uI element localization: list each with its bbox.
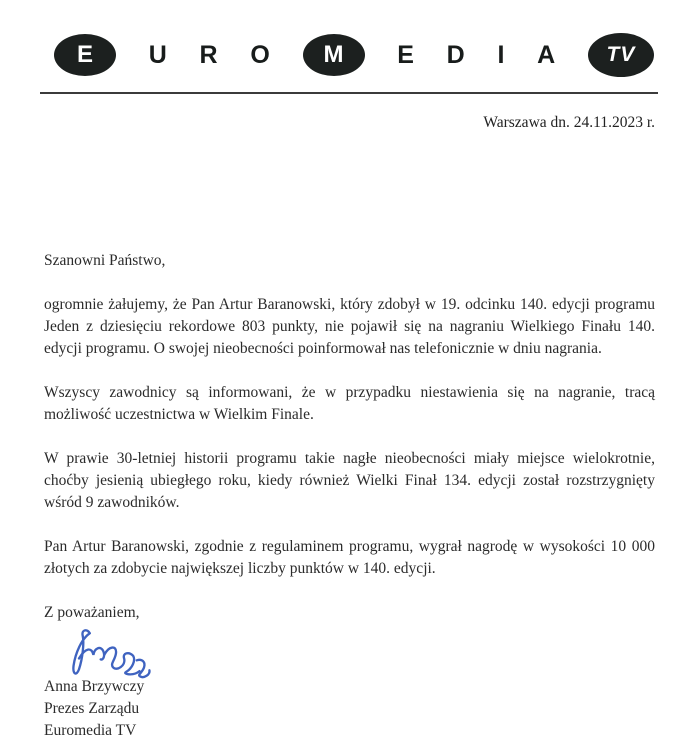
signer-name: Anna Brzywczy xyxy=(44,678,145,695)
logo-oval-m-letter: M xyxy=(323,41,344,68)
salutation: Szanowni Państwo, xyxy=(44,252,166,269)
logo-oval-e xyxy=(54,34,116,76)
logo-letter-a: A xyxy=(537,40,556,69)
handwritten-signature-icon xyxy=(56,626,176,682)
logo-letter-r: R xyxy=(199,40,218,69)
paragraph-4: Pan Artur Baranowski, zgodnie z regulaminem programu, wygrał nagrodę w wysokości 10 000 złotych za zdobycie największej liczby punktów w 140. edycji. xyxy=(44,538,655,577)
signer-title: Prezes Zarządu xyxy=(44,700,140,717)
paragraph-2: Wszyscy zawodnicy są informowani, że w przypadku niestawienia się na nagranie, tracą możliwość uczestnictwa w Wielkim Finale. xyxy=(44,384,655,423)
signer-company: Euromedia TV xyxy=(44,722,137,739)
logo-oval-tv-letters: TV xyxy=(606,43,636,66)
logo-letter-d: D xyxy=(446,40,465,69)
logo-letter-i: I xyxy=(497,40,505,69)
logo-letter-u: U xyxy=(148,40,167,69)
paragraph-3: W prawie 30-letniej historii programu takie nagłe nieobecności miały miejsce wielokrotnie, choćby jesienią ubiegłego roku, kiedy również Wielki Finał 134. edycji został rozstrzygnięty wśród 9 zawodników. xyxy=(44,450,655,511)
letter-body xyxy=(0,250,680,742)
logo-oval-tv xyxy=(588,33,654,77)
dateline: Warszawa dn. 24.11.2023 r. xyxy=(483,114,655,131)
paragraph-1: ogromnie żałujemy, że Pan Artur Baranowski, który zdobył w 19. odcinku 140. edycji programu Jeden z dziesięciu rekordowe 803 punkty, nie pojawił się na nagraniu Wielkiego Finału 140. edycji programu. O swojej nieobecności poinformował nas telefonicznie w dniu nagrania. xyxy=(44,296,655,357)
logo-letter-e2: E xyxy=(397,40,414,69)
logo-letter-o: O xyxy=(250,40,270,69)
letterhead-divider xyxy=(40,92,658,94)
logo-oval-m xyxy=(303,34,365,76)
logo-oval-e-letter: E xyxy=(76,41,93,68)
euromedia-tv-logo xyxy=(0,0,680,78)
closing-phrase: Z poważaniem, xyxy=(44,604,140,621)
